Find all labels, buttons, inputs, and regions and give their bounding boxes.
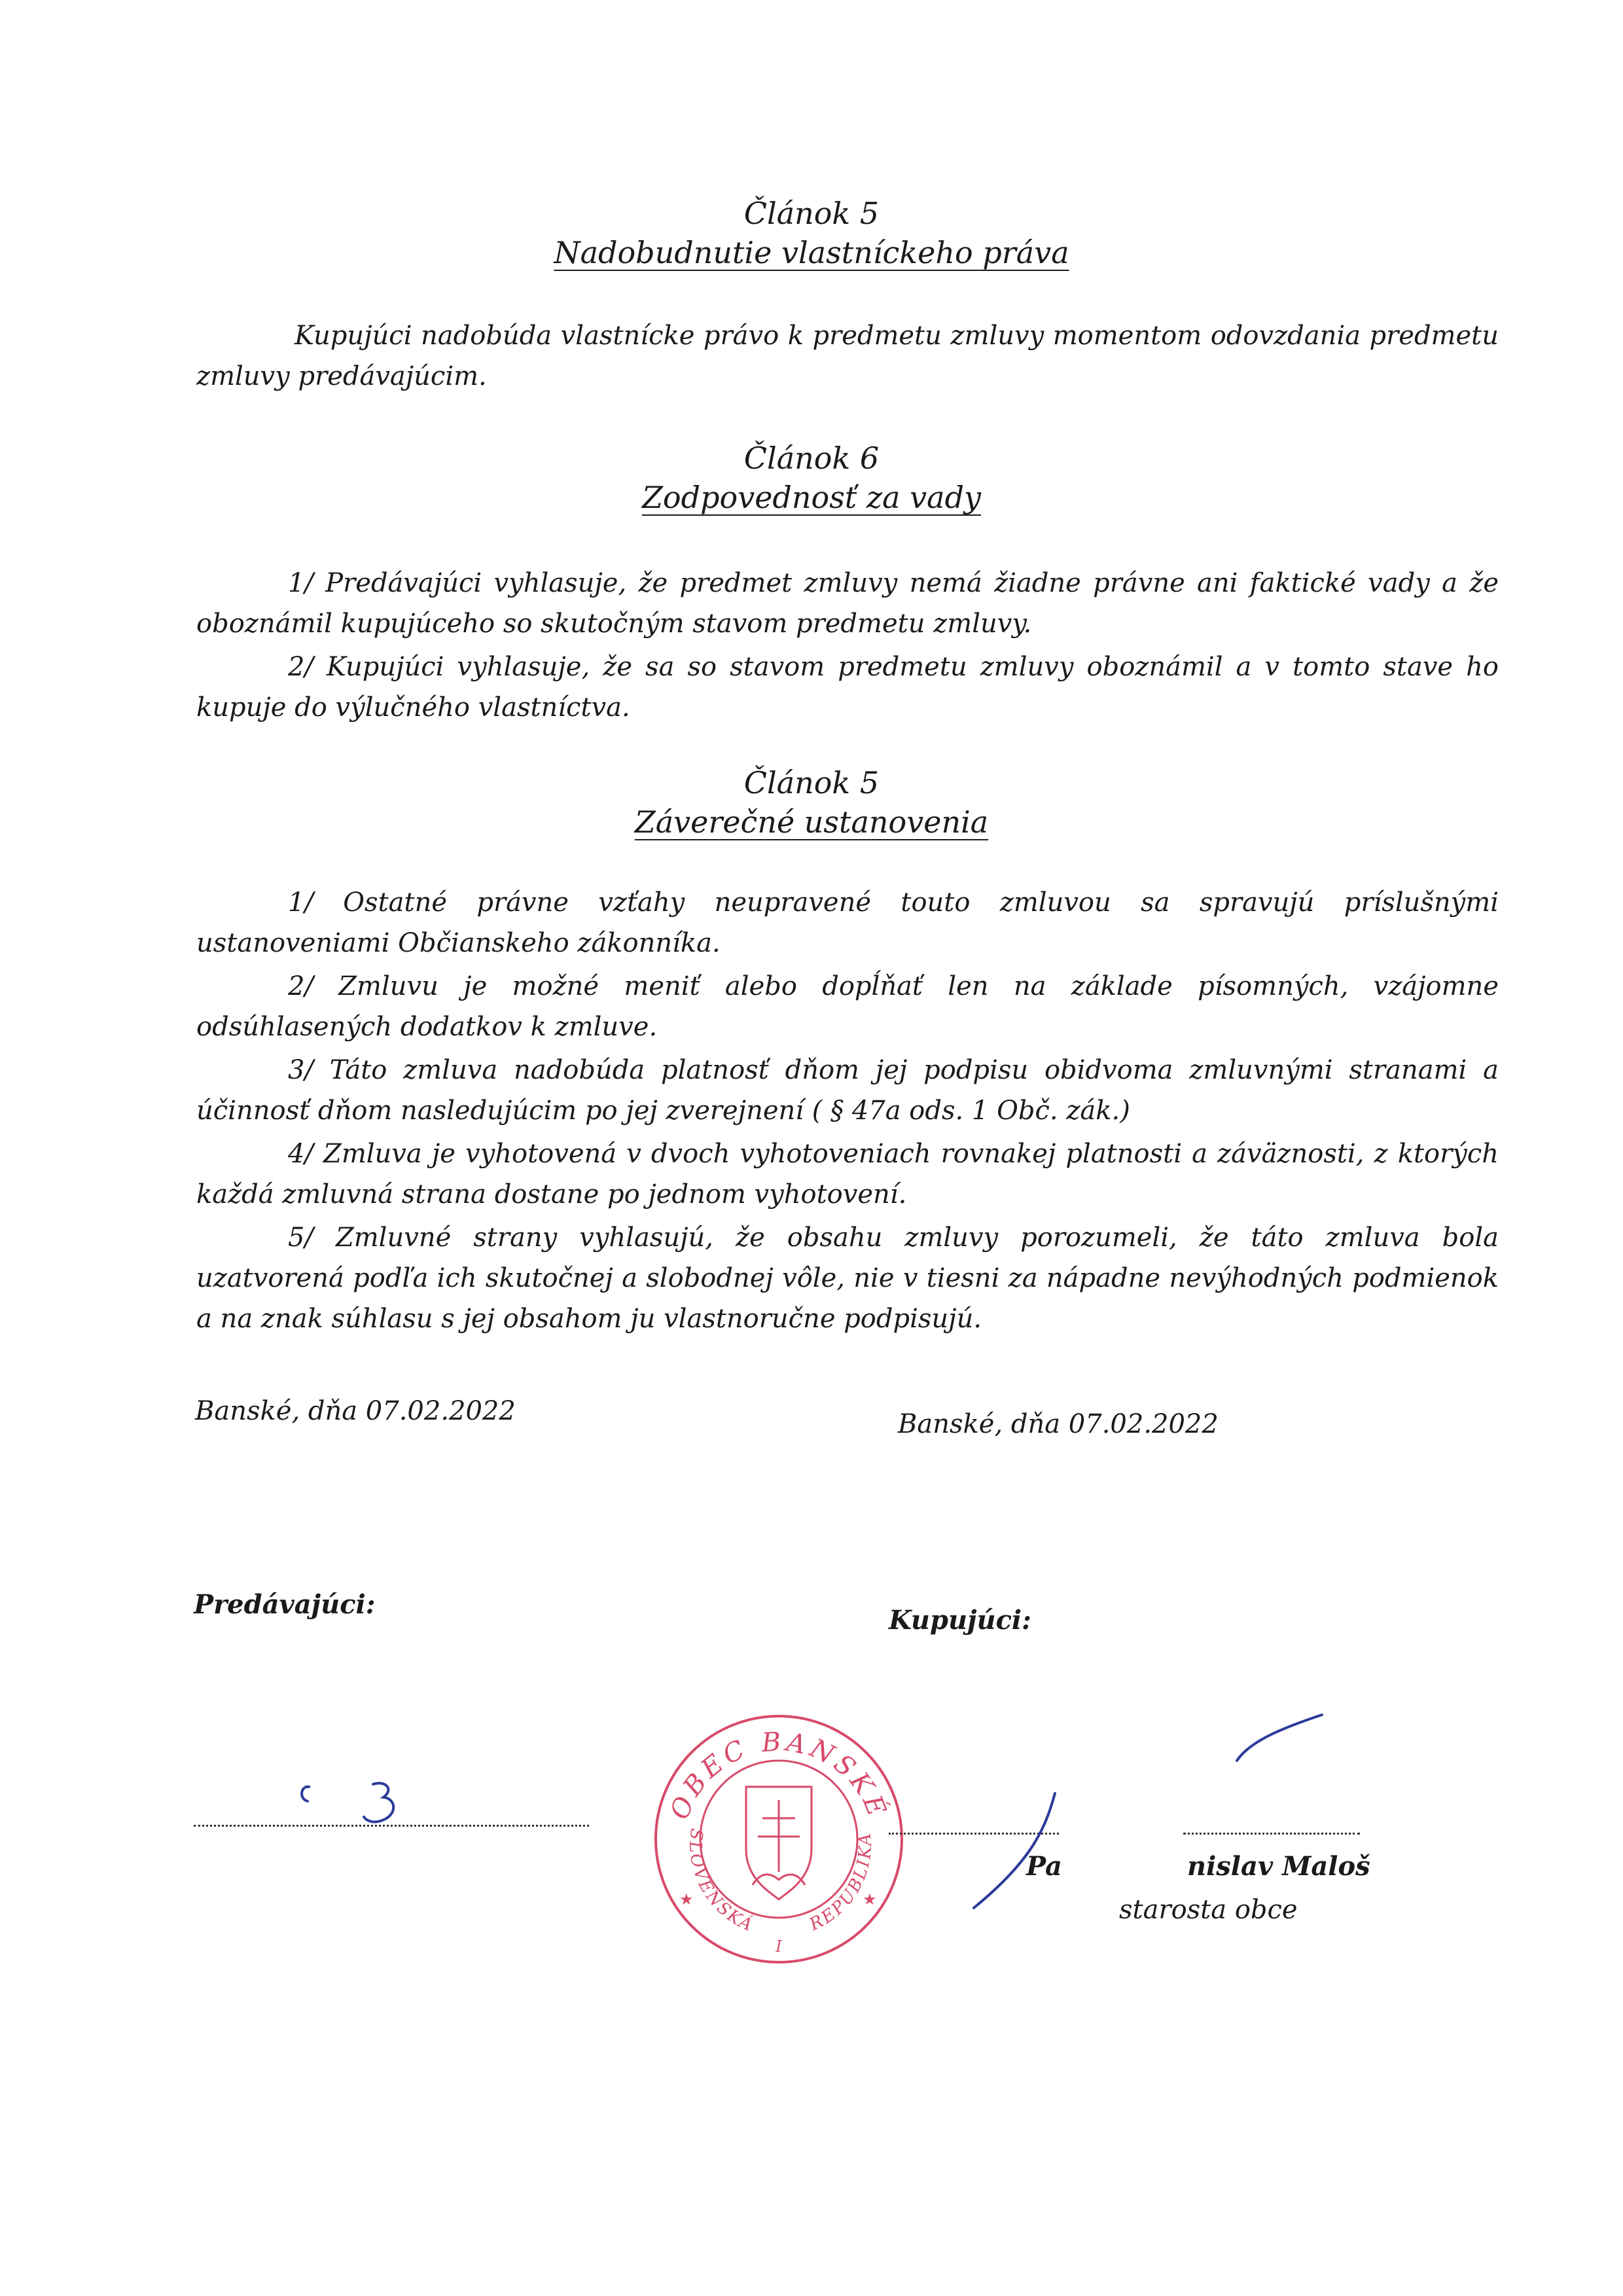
article-title: Nadobudnutie vlastníckeho práva	[554, 235, 1069, 270]
paragraph: 1/ Ostatné právne vzťahy neupravené touto zmluvou sa spravujú príslušnými ustanoveniami Občianskeho zákonníka.	[196, 888, 1499, 958]
paragraph: 2/ Kupujúci vyhlasuje, že sa so stavom predmetu zmluvy oboznámil a v tomto stave ho kupuje do výlučného vlastníctva.	[196, 652, 1499, 723]
article-5-heading	[0, 194, 1623, 272]
svg-text:★: ★	[863, 1890, 877, 1909]
paragraph: 3/ Táto zmluva nadobúda platnosť dňom jej podpisu obidvoma zmluvnými stranami a účinnosť dňom nasledujúcim po jej zverejnení ( § 47a ods. 1 Obč. zák.)	[196, 1055, 1499, 1126]
article-5-body	[196, 315, 1499, 399]
place-date-buyer: Banské, dňa 07.02.2022	[898, 1409, 1219, 1439]
buyer-name-part2: nislav Maloš	[1187, 1851, 1370, 1882]
seller-label: Predávajúci:	[194, 1589, 376, 1620]
article-6-heading	[0, 439, 1623, 517]
article-number: Článok 5	[743, 765, 880, 800]
article-number: Článok 5	[743, 196, 880, 231]
seller-signature	[281, 1761, 425, 1839]
paragraph: Kupujúci nadobúda vlastnícke právo k predmetu zmluvy momentom odovzdania predmetu zmluvy predávajúcim.	[196, 321, 1499, 391]
paragraph: 1/ Predávajúci vyhlasuje, že predmet zmluvy nemá žiadne právne ani faktické vady a že oboznámil kupujúceho so skutočným stavom predmetu zmluvy.	[196, 568, 1499, 639]
svg-text:REPUBLIKA	[806, 1831, 876, 1935]
article-final-heading	[0, 763, 1623, 842]
article-title: Záverečné ustanovenia	[634, 804, 989, 840]
article-number: Článok 6	[743, 440, 880, 476]
paragraph: 2/ Zmluvu je možné meniť alebo dopĺňať len na základe písomných, vzájomne odsúhlasených dodatkov k zmluve.	[196, 971, 1499, 1042]
buyer-label: Kupujúci:	[889, 1605, 1031, 1636]
stamp-bottom-text: I	[776, 1937, 782, 1956]
stamp-left-text: SLOVENSKÁ	[685, 1827, 757, 1936]
article-final-body	[196, 882, 1499, 1342]
paragraph: 5/ Zmluvné strany vyhlasujú, že obsahu zmluvy porozumeli, že táto zmluva bola uzatvorená podľa ich skutočnej a slobodnej vôle, nie v tiesni za nápadne nevýhodných podmienok a na znak súhlasu s jej obsahom ju vlastnoručne podpisujú.	[196, 1223, 1499, 1334]
buyer-name-part1: Pa	[1026, 1851, 1062, 1882]
place-date-seller: Banské, dňa 07.02.2022	[195, 1396, 516, 1426]
paragraph: 4/ Zmluva je vyhotovená v dvoch vyhotoveniach rovnakej platnosti a záväznosti, z ktorých každá zmluvná strana dostane po jednom vyhotovení.	[196, 1139, 1499, 1210]
article-title: Zodpovednosť za vady	[641, 480, 982, 515]
article-6-body	[196, 563, 1499, 730]
buyer-role: starosta obce	[1119, 1895, 1298, 1925]
svg-text:★: ★	[679, 1890, 694, 1909]
stamp-top-text: OBEC BANSKÉ	[664, 1727, 893, 1824]
stamp-right-text: REPUBLIKA	[806, 1831, 876, 1935]
municipal-stamp	[648, 1708, 910, 1970]
